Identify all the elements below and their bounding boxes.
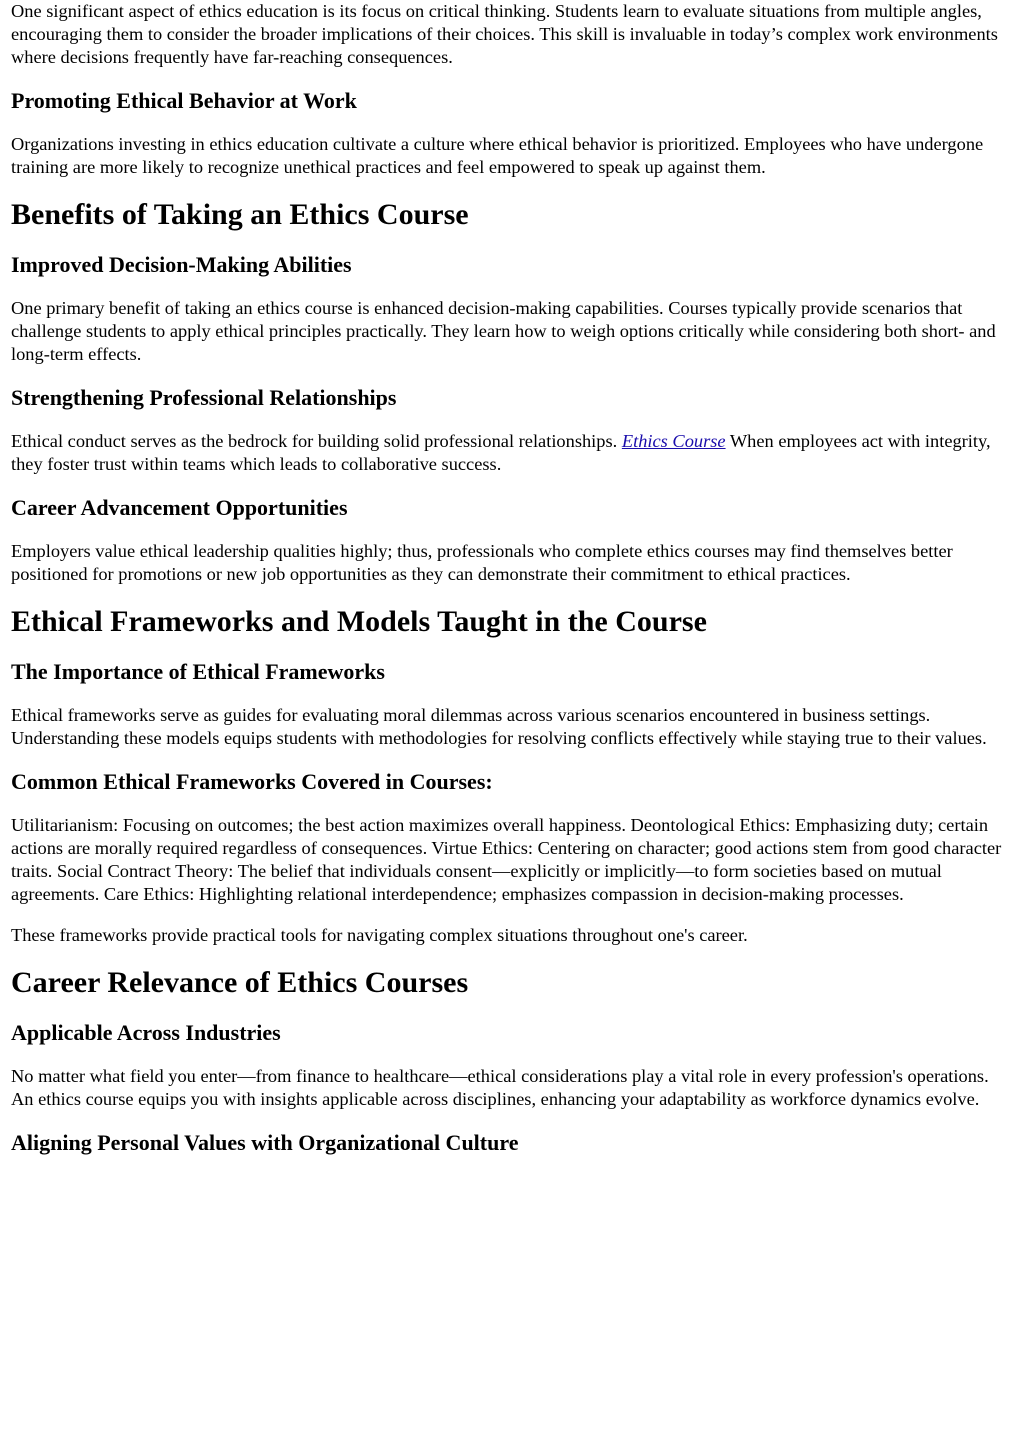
paragraph-career-advancement: Employers value ethical leadership qualities highly; thus, professionals who complete ethics courses may find themselves better positioned for promotions or new job opportunities as they can demonstrate their commitment to ethical practices.	[11, 541, 953, 584]
heading-benefits: Benefits of Taking an Ethics Course	[11, 198, 469, 231]
paragraph-importance-frameworks: Ethical frameworks serve as guides for evaluating moral dilemmas across various scenarios encountered in business settings. Understanding these models equips students with methodologies for resolving conflicts effectively while staying true to their values.	[11, 705, 987, 748]
paragraph-frameworks-summary: These frameworks provide practical tools for navigating complex situations throughout one's career.	[11, 925, 748, 945]
intro-paragraph: One significant aspect of ethics education is its focus on critical thinking. Students learn to evaluate situations from multiple angles, encouraging them to consider the broader implications of their choices. This skill is invaluable in today’s complex work environments where decisions frequently have far-reaching consequences.	[11, 1, 998, 67]
paragraph-common-frameworks: Utilitarianism: Focusing on outcomes; the best action maximizes overall happiness. Deontological Ethics: Emphasizing duty; certain actions are morally required regardless of consequences. Virtue Ethics: Centering on character; good actions stem from good character traits. Social Contract Theory: The belief that individuals consent—explicitly or implicitly—to form societies based on mutual agreements. Care Ethics: Highlighting relational interdependence; emphasizes compassion in decision-making processes.	[11, 815, 1002, 904]
heading-frameworks: Ethical Frameworks and Models Taught in the Course	[11, 605, 707, 638]
ethics-course-link[interactable]: Ethics Course	[621, 431, 726, 451]
subheading-decision-making: Improved Decision-Making Abilities	[11, 252, 352, 277]
subheading-relationships: Strengthening Professional Relationships	[11, 385, 397, 410]
paragraph-applicable-industries: No matter what field you enter—from finance to healthcare—ethical considerations play a vital role in every profession's operations. An ethics course equips you with insights applicable across disciplines, enhancing your adaptability as workforce dynamics evolve.	[11, 1066, 989, 1109]
subheading-applicable-industries: Applicable Across Industries	[11, 1020, 281, 1045]
subheading-career-advancement: Career Advancement Opportunities	[11, 495, 348, 520]
paragraph-promoting-ethical-behavior: Organizations investing in ethics education cultivate a culture where ethical behavior is prioritized. Employees who have undergone training are more likely to recognize unethical practices and feel empowered to speak up against them.	[11, 134, 984, 177]
relationships-text-before: Ethical conduct serves as the bedrock for building solid professional relationships.	[11, 431, 618, 451]
subheading-aligning-values: Aligning Personal Values with Organizational Culture	[11, 1130, 519, 1155]
paragraph-relationships	[11, 430, 1014, 476]
heading-career-relevance: Career Relevance of Ethics Courses	[11, 966, 469, 999]
subheading-common-frameworks: Common Ethical Frameworks Covered in Courses:	[11, 769, 493, 794]
section-heading-promoting-ethical-behavior: Promoting Ethical Behavior at Work	[11, 88, 357, 113]
subheading-importance-frameworks: The Importance of Ethical Frameworks	[11, 659, 385, 684]
relationships-text-after: When employees act with integrity, they foster trust within teams which leads to collaborative success.	[11, 431, 991, 474]
paragraph-decision-making: One primary benefit of taking an ethics course is enhanced decision-making capabilities. Courses typically provide scenarios that challenge students to apply ethical principles practically. They learn how to weigh options critically while considering both short- and long-term effects.	[11, 298, 996, 364]
